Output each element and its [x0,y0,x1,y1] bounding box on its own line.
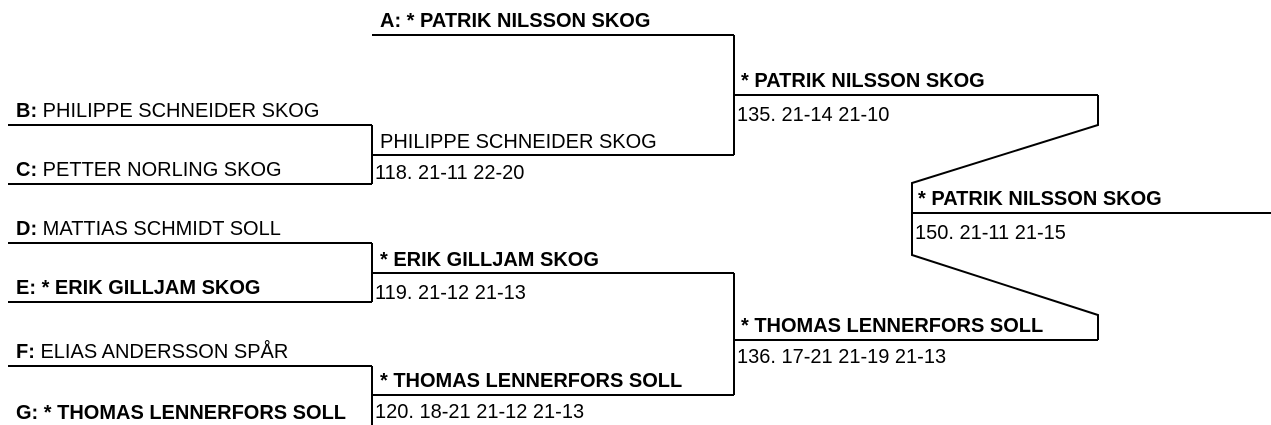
r3-result-136 [737,346,946,368]
entry-seed: E: [16,277,36,299]
entry-name: * ERIK GILLJAM SKOG [41,277,261,299]
entry-c [16,159,282,181]
match-score: 18-21 21-12 21-13 [419,401,585,423]
match-score: 21-12 21-13 [418,282,526,304]
entry-name: * THOMAS LENNERFORS SOLL [43,402,347,424]
entry-d [16,218,281,240]
r2-winner-118: PHILIPPE SCHNEIDER SKOG [380,131,657,153]
match-score: 21-14 21-10 [781,104,890,126]
match-number: 150. [915,222,954,244]
entry-name: * PATRIK NILSSON SKOG [406,10,651,32]
entry-name: MATTIAS SCHMIDT SOLL [42,218,281,240]
final-winner: * PATRIK NILSSON SKOG [918,188,1162,210]
match-score: 21-11 22-20 [418,162,525,184]
entry-e [16,277,260,299]
entry-name: PETTER NORLING SKOG [42,159,282,181]
match-number: 136. [737,346,776,368]
entry-seed: G: [16,402,39,424]
r3-winner-135: * PATRIK NILSSON SKOG [741,70,985,92]
r2-result-120 [375,401,584,423]
match-number: 118. [375,162,413,184]
entry-seed: C: [16,159,38,181]
match-score: 21-11 21-15 [959,222,1066,244]
entry-seed: B: [16,100,38,122]
entry-name: ELIAS ANDERSSON SPÅR [40,341,289,363]
r3-result-135 [737,104,889,126]
r2-result-118 [375,162,524,184]
entry-seed: A: [380,10,402,32]
r3-winner-136: * THOMAS LENNERFORS SOLL [741,315,1044,337]
entry-seed: D: [16,218,38,240]
entry-name: PHILIPPE SCHNEIDER SKOG [42,100,320,122]
match-number: 120. [375,401,414,423]
entry-a [380,10,650,32]
r2-winner-119: * ERIK GILLJAM SKOG [380,249,599,271]
match-number: 135. [737,104,776,126]
entry-b [16,100,319,122]
match-number: 119. [375,282,413,304]
r2-winner-120: * THOMAS LENNERFORS SOLL [380,370,683,392]
r2-result-119 [375,282,526,304]
entry-seed: F: [16,341,35,363]
final-result [915,222,1066,244]
entry-g [16,402,346,424]
entry-f [16,341,288,363]
match-score: 17-21 21-19 21-13 [781,346,947,368]
